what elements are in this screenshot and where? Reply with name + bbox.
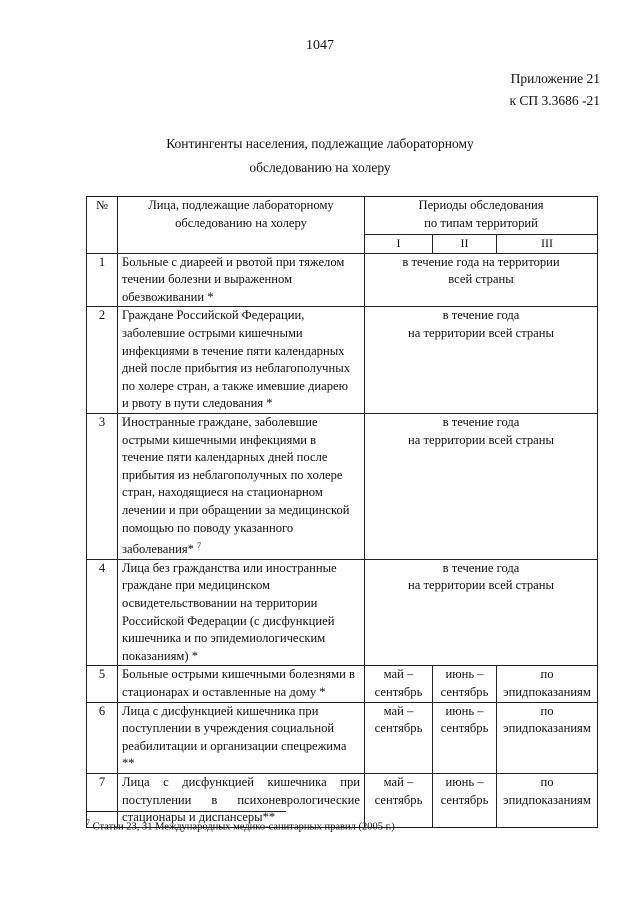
description-line: заболевшие острыми кишечными — [122, 325, 303, 340]
description-line: течении болезни и выраженном — [122, 272, 293, 287]
description-line: поступлении в психоневрологические — [122, 792, 360, 807]
description-line: дней после прибытия из неблагополучных — [122, 361, 351, 376]
description-line-text: заболевания* — [122, 542, 194, 557]
period-line: в течение года — [442, 560, 520, 575]
footnote-marker: 7 — [86, 818, 90, 827]
period-line: всей страны — [448, 272, 514, 287]
description-line: течение пяти календарных дней после — [122, 450, 328, 465]
period-line: сентябрь — [440, 721, 489, 736]
period-line: сентябрь — [374, 721, 423, 736]
description-line: стационары и диспансеры** — [122, 810, 276, 825]
row-number: 5 — [87, 666, 118, 702]
period-line: май – — [383, 667, 414, 682]
title-line-1: Контингенты населения, подлежащие лабораторному — [166, 136, 474, 151]
row-period-territory-2 — [433, 774, 497, 828]
row-number: 2 — [87, 307, 118, 414]
description-line: Российской Федерации (с дисфункцией — [122, 613, 335, 628]
period-line: по — [540, 703, 554, 718]
description-line: острыми кишечными инфекциями в — [122, 432, 317, 447]
contingents-table — [86, 196, 598, 828]
row-description — [118, 413, 365, 559]
table-row — [87, 702, 598, 773]
description-line: Лица без гражданства или иностранные — [122, 560, 337, 575]
row-period-all-territories — [365, 413, 598, 559]
header-periods-line-2: по типам территорий — [424, 215, 538, 230]
row-description — [118, 307, 365, 414]
description-line: помощью по поводу указанного — [122, 520, 294, 535]
row-period-territory-3 — [497, 774, 598, 828]
period-line: сентябрь — [440, 792, 489, 807]
row-description — [118, 666, 365, 702]
row-description — [118, 253, 365, 307]
territory-type-2: II — [433, 235, 497, 254]
appendix-line-2: к СП 3.3686 -21 — [509, 93, 600, 108]
description-line: ** — [122, 756, 135, 771]
period-line: май – — [383, 703, 414, 718]
row-period-territory-3 — [497, 702, 598, 773]
table-row — [87, 307, 598, 414]
period-line: июнь – — [445, 775, 484, 789]
row-period-territory-2 — [433, 666, 497, 702]
description-line: прибытия из неблагополучных по холере — [122, 467, 343, 482]
description-line: кишечника и по эпидемиологическим — [122, 631, 326, 646]
period-line: июнь – — [445, 703, 484, 718]
document-title — [0, 132, 640, 180]
page-number: 1047 — [306, 38, 334, 53]
period-line: май – — [383, 775, 414, 789]
row-period-territory-2 — [433, 702, 497, 773]
header-persons-line-2: обследованию на холеру — [175, 215, 307, 230]
header-persons-line-1: Лица, подлежащие лабораторному — [148, 198, 334, 212]
description-line: и рвоту в пути следования * — [122, 396, 273, 411]
row-period-territory-1 — [365, 666, 433, 702]
title-line-2: обследованию на холеру — [249, 160, 391, 175]
row-period-all-territories — [365, 253, 598, 307]
header-persons — [118, 197, 365, 254]
description-line: Лица с дисфункцией кишечника при — [122, 703, 319, 718]
header-periods — [365, 197, 598, 235]
period-line: в течение года — [442, 414, 520, 429]
row-number: 4 — [87, 559, 118, 666]
row-period-territory-1 — [365, 702, 433, 773]
row-description — [118, 559, 365, 666]
description-line: стран, находящиеся на стационарном — [122, 485, 323, 500]
description-line: обезвоживании * — [122, 289, 214, 304]
description-line: поступлении в учреждения социальной — [122, 721, 335, 736]
period-line: эпидпоказаниям — [503, 792, 591, 807]
footnote — [86, 818, 395, 833]
description-line: показаниям) * — [122, 648, 198, 663]
row-number: 6 — [87, 702, 118, 773]
period-line: сентябрь — [374, 792, 423, 807]
description-line: инфекциями в течение пяти календарных — [122, 343, 345, 358]
footnote-divider — [86, 811, 286, 812]
description-line: Граждане Российской Федерации, — [122, 308, 305, 323]
period-line: по — [540, 775, 554, 789]
footnote-text: Статьи 23, 31 Международных медико-санитарных правил (2005 г.) — [90, 821, 395, 833]
table-row — [87, 253, 598, 307]
description-line: лечении и при обращении за медицинской — [122, 502, 350, 517]
row-period-territory-3 — [497, 666, 598, 702]
row-period-all-territories — [365, 559, 598, 666]
description-line — [122, 537, 360, 559]
appendix-line-1: Приложение 21 — [510, 71, 600, 86]
row-number: 7 — [87, 774, 118, 828]
description-line: Иностранные граждане, заболевшие — [122, 414, 318, 429]
description-line: реабилитации и организации спецрежима — [122, 738, 347, 753]
territory-type-1: I — [365, 235, 433, 254]
row-period-all-territories — [365, 307, 598, 414]
description-line: Лица с дисфункцией кишечника при — [122, 775, 360, 789]
period-line: на территории всей страны — [408, 432, 554, 447]
description-line: Больные с диареей и рвотой при тяжелом — [122, 254, 345, 269]
header-number: № — [87, 197, 118, 254]
row-number: 3 — [87, 413, 118, 559]
description-line: Больные острыми кишечными болезнями в — [122, 667, 355, 682]
description-line: граждане при медицинском — [122, 578, 271, 593]
footnote-reference: 7 — [197, 541, 202, 551]
header-periods-line-1: Периоды обследования — [418, 198, 544, 212]
description-line: по холере стран, а также имевшие диарею — [122, 378, 349, 393]
table-row — [87, 413, 598, 559]
description-line: стационарах и оставленные на дому * — [122, 685, 326, 700]
row-description — [118, 702, 365, 773]
table-header-row — [87, 197, 598, 235]
row-number: 1 — [87, 253, 118, 307]
period-line: сентябрь — [440, 685, 489, 700]
period-line: июнь – — [445, 667, 484, 682]
table-body — [87, 253, 598, 827]
appendix-reference — [509, 68, 600, 112]
table-row — [87, 559, 598, 666]
period-line: на территории всей страны — [408, 578, 554, 593]
period-line: эпидпоказаниям — [503, 685, 591, 700]
table-row — [87, 666, 598, 702]
period-line: на территории всей страны — [408, 325, 554, 340]
period-line: в течение года на территории — [402, 254, 560, 269]
description-line: освидетельствовании на территории — [122, 596, 318, 611]
period-line: сентябрь — [374, 685, 423, 700]
territory-type-3: III — [497, 235, 598, 254]
period-line: эпидпоказаниям — [503, 721, 591, 736]
period-line: по — [540, 667, 554, 682]
period-line: в течение года — [442, 308, 520, 323]
